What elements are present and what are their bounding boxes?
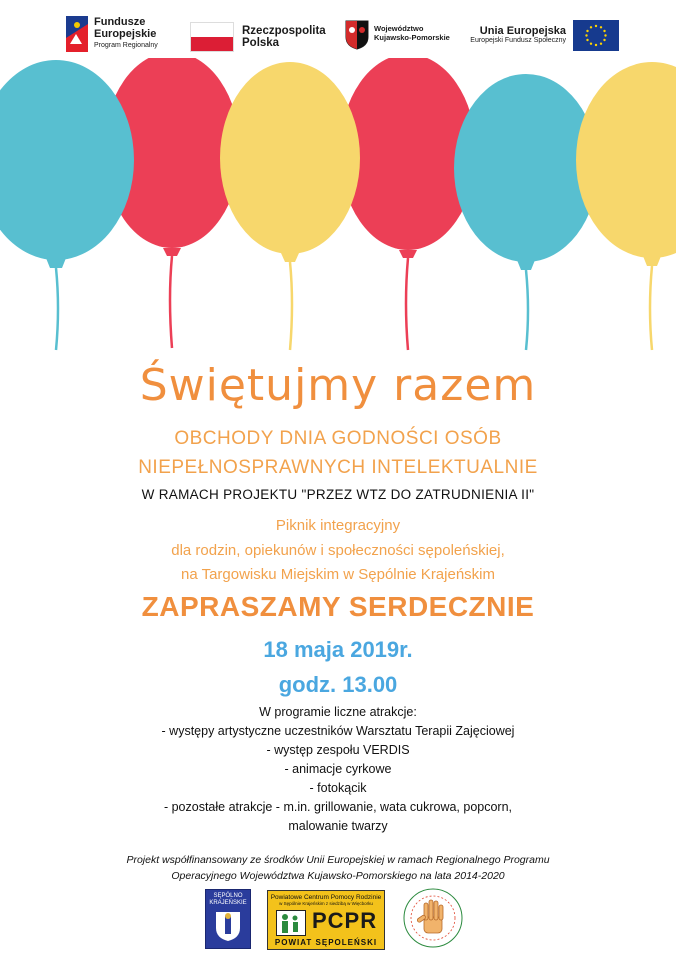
program-item: - animacje cyrkowe [284, 762, 392, 776]
balloon-string [406, 258, 408, 350]
pcpr-sub-text: w Sępólnie Krajeńskim z siedzibą w Więcborku [279, 901, 373, 906]
woj-line2: Kujawsko-Pomorskie [374, 33, 450, 42]
program-item: - występ zespołu VERDIS [266, 743, 410, 757]
sepolno-logo [205, 889, 251, 949]
wtz-hand-logo [402, 887, 464, 949]
balloon-string [56, 268, 58, 350]
balloon-string [650, 266, 652, 350]
pcpr-name: PCPR [312, 908, 378, 933]
program-item: - występy artystyczne uczestników Warsztatu Terapii Zajęciowej [161, 724, 515, 738]
program-item: - fotokącik [309, 781, 367, 795]
woj-line1: Województwo [374, 24, 424, 33]
event-line-2: dla rodzin, opiekunów i społeczności sępoleńskiej, [171, 542, 505, 559]
page-title: Świętujmy razem [139, 360, 537, 411]
funding-note-line-1: Projekt współfinansowany ze środków Unii Europejskiej w ramach Regionalnego Programu [126, 854, 550, 866]
rp-line1: Rzeczpospolita [242, 25, 326, 37]
pcpr-top-text: Powiatowe Centrum Pomocy Rodzinie [270, 894, 382, 901]
balloons-illustration [0, 58, 676, 358]
wojewodztwo-logo [345, 18, 455, 54]
ue-line1: Unia Europejska [479, 25, 566, 37]
coat-of-arms-icon [345, 20, 369, 50]
balloon-yellow-2 [576, 62, 676, 266]
program-item: - pozostałe atrakcje - m.in. grillowanie, wata cukrowa, popcorn, [163, 800, 513, 814]
pcpr-bottom-text: POWIAT SĘPOLEŃSKI [274, 938, 378, 947]
balloon-string [290, 262, 292, 350]
invite-heading: ZAPRASZAMY SERDECZNIE [141, 591, 535, 622]
balloon-string [526, 270, 528, 350]
project-name: W RAMACH PROJEKTU "PRZEZ WTZ DO ZATRUDNIENIA II" [141, 487, 535, 502]
eu-flag-icon [573, 20, 619, 51]
balloon-teal-1 [0, 60, 134, 268]
balloon-teal-2 [454, 74, 598, 270]
balloon-string [170, 256, 172, 348]
fe-line3: Program Regionalny [94, 42, 158, 49]
subtitle-line-2: NIEPEŁNOSPRAWNYCH INTELEKTUALNIE [138, 457, 538, 478]
fe-flag-icon [66, 16, 88, 52]
funding-note [0, 852, 676, 884]
event-line-3: na Targowisku Miejskim w Sępólnie Krajeńskim [180, 566, 495, 583]
crest-icon [214, 910, 242, 942]
program-intro: W programie liczne atrakcje: [259, 705, 417, 719]
rp-line2: Polska [242, 37, 280, 49]
rzeczpospolita-logo [190, 22, 330, 54]
fe-line1: Fundusze [94, 16, 146, 28]
event-time: godz. 13.00 [278, 672, 398, 697]
event-line-1: Piknik integracyjny [275, 517, 401, 534]
sepolno-label: SĘPÓLNO KRAJEŃSKIE [209, 893, 247, 906]
program-item: malowanie twarzy [288, 819, 388, 833]
subtitle-line-1: OBCHODY DNIA GODNOŚCI OSÓB [174, 428, 502, 449]
logo-bar [0, 0, 676, 62]
ue-line2: Europejski Fundusz Społeczny [470, 37, 566, 44]
fe-line2: Europejskie [94, 28, 157, 40]
funding-note-line-2: Operacyjnego Województwa Kujawsko-Pomorskiego na lata 2014-2020 [171, 870, 505, 882]
family-icon [276, 910, 306, 936]
event-date: 18 maja 2019r. [263, 637, 413, 662]
balloon-yellow-1 [220, 62, 360, 262]
polish-flag-icon [190, 22, 234, 52]
pcpr-logo [267, 890, 385, 950]
fundusze-europejskie-logo [66, 16, 176, 56]
unia-europejska-logo [466, 20, 626, 56]
program-list [0, 703, 676, 836]
